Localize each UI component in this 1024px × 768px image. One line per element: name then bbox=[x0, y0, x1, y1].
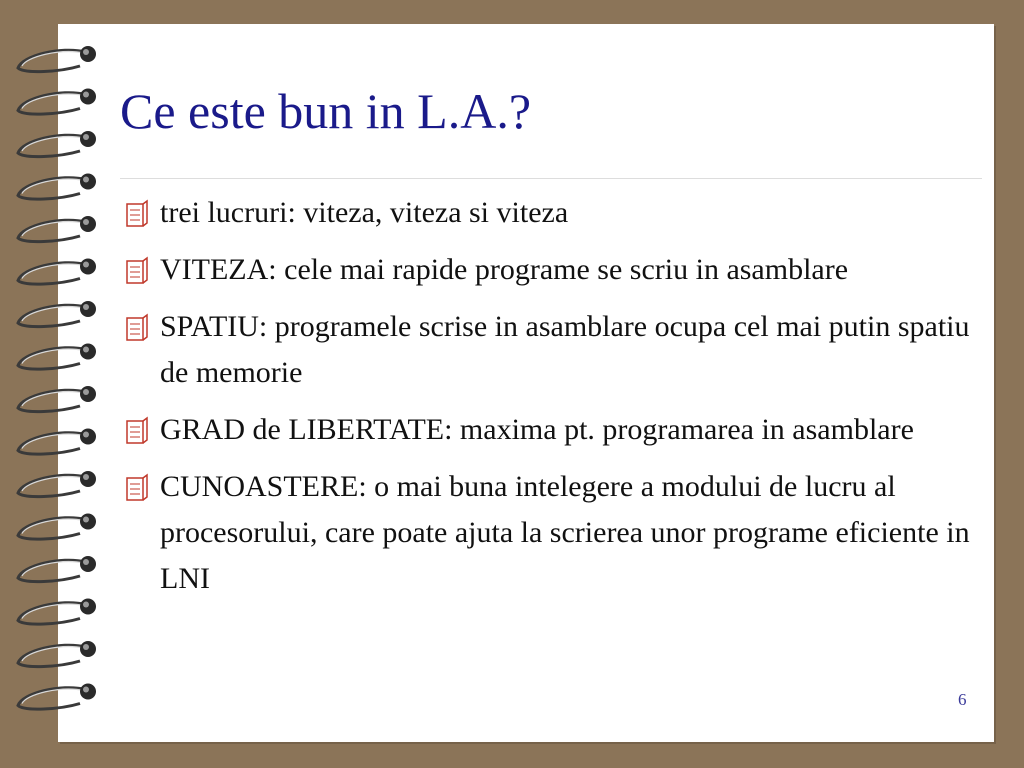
spiral-ring-icon bbox=[18, 684, 96, 710]
spiral-ring-icon bbox=[18, 514, 96, 540]
spiral-ring-icon bbox=[18, 599, 96, 625]
spiral-ring-icon bbox=[18, 131, 96, 157]
spiral-ring-icon bbox=[18, 301, 96, 327]
bullet-text: VITEZA: cele mai rapide programe se scriu in asamblare bbox=[160, 253, 849, 286]
spiral-ring-icon bbox=[18, 471, 96, 497]
notepad-bullet-icon bbox=[124, 255, 150, 287]
spiral-binding-icon bbox=[0, 0, 110, 768]
notepad-bullet-icon bbox=[124, 312, 150, 344]
spiral-ring-icon bbox=[18, 344, 96, 370]
bullet-text: GRAD de LIBERTATE: maxima pt. programarea in asamblare bbox=[160, 413, 914, 446]
spiral-ring-icon bbox=[18, 174, 96, 200]
spiral-ring-icon bbox=[18, 259, 96, 285]
notepad-bullet-icon bbox=[124, 415, 150, 447]
bullet-item bbox=[120, 407, 980, 453]
bullet-item bbox=[120, 190, 980, 236]
spiral-ring-icon bbox=[18, 216, 96, 242]
bullet-text: CUNOASTERE: o mai buna intelegere a modului de lucru al procesorului, care poate ajuta la scrierea unor programe eficiente in LNI bbox=[160, 470, 970, 595]
bullet-item bbox=[120, 247, 980, 293]
spiral-ring-icon bbox=[18, 556, 96, 582]
notepad-bullet-icon bbox=[124, 472, 150, 504]
slide-title: Ce este bun in L.A.? bbox=[120, 83, 532, 139]
bullet-item bbox=[120, 304, 980, 396]
spiral-ring-icon bbox=[18, 641, 96, 667]
spiral-ring-icon bbox=[18, 46, 96, 72]
bullet-text: SPATIU: programele scrise in asamblare ocupa cel mai putin spatiu de memorie bbox=[160, 310, 970, 389]
page-number: 6 bbox=[958, 690, 967, 709]
notepad-bullet-icon bbox=[124, 198, 150, 230]
bullet-text: trei lucruri: viteza, viteza si viteza bbox=[160, 196, 569, 229]
spiral-ring-icon bbox=[18, 386, 96, 412]
bullet-item bbox=[120, 464, 980, 602]
bullet-list bbox=[120, 190, 980, 613]
spiral-ring-icon bbox=[18, 429, 96, 455]
title-divider bbox=[120, 178, 982, 179]
spiral-ring-icon bbox=[18, 89, 96, 115]
